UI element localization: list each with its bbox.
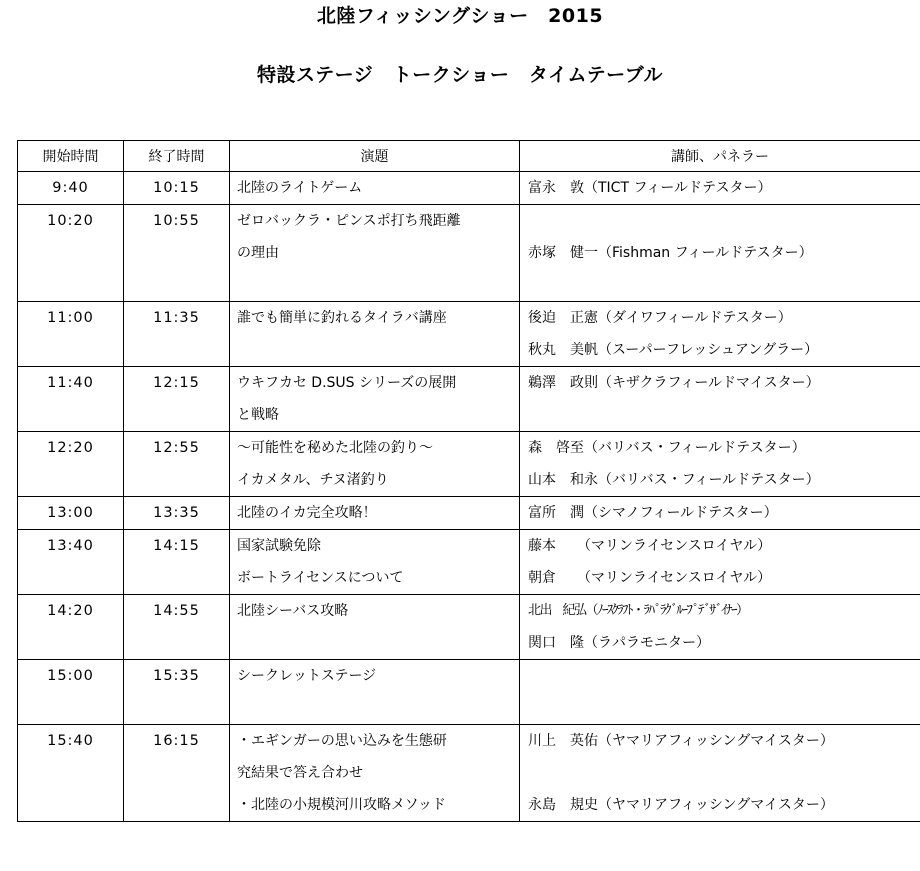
topic-cell	[230, 725, 520, 822]
table-row	[18, 172, 920, 205]
topic-line: ウキフカセ D.SUS シリーズの展開	[237, 375, 457, 391]
start-time-cell	[18, 725, 124, 822]
speaker-line: 後迫 正憲（ダイワフィールドテスター）	[528, 310, 792, 326]
topic-cell	[230, 432, 520, 497]
start-time-cell	[18, 432, 124, 497]
start-time-cell	[18, 367, 124, 432]
speakers-cell	[520, 367, 920, 432]
topic-cell	[230, 367, 520, 432]
topic-line: の理由	[237, 245, 279, 261]
speaker-line: 朝倉 （マリンライセンスロイヤル）	[528, 570, 772, 586]
topic-line: と戦略	[237, 407, 279, 423]
start-time: 13:40	[47, 538, 94, 554]
table-row	[18, 367, 920, 432]
start-time-cell	[18, 595, 124, 660]
table-row	[18, 530, 920, 595]
header-speakers: 講師、パネラー	[520, 141, 920, 172]
start-time-cell	[18, 172, 124, 205]
end-time: 16:15	[153, 733, 200, 749]
start-time-cell	[18, 530, 124, 595]
speaker-line: 永島 規史（ヤマリアフィッシングマイスター）	[528, 797, 834, 813]
topic-line: 北陸シーバス攻略	[237, 603, 349, 619]
end-time: 12:55	[153, 440, 200, 456]
start-time-cell	[18, 205, 124, 302]
speaker-line: 北出 紀弘（ﾉｰｽｸﾗﾌﾄ・ﾗﾊﾟﾗｸﾞﾙｰﾌﾟﾃﾞｻﾞｲﾅｰ）	[528, 603, 748, 618]
start-time: 13:00	[47, 505, 94, 521]
table-row	[18, 595, 920, 660]
end-time: 12:15	[153, 375, 200, 391]
speaker-line: 藤本 （マリンライセンスロイヤル）	[528, 538, 772, 554]
header-start-time: 開始時間	[18, 141, 124, 172]
speakers-cell	[520, 205, 920, 302]
speaker-line: 富永 敦（TICT フィールドテスター）	[528, 180, 772, 196]
table-row	[18, 205, 920, 302]
speaker-line: 赤塚 健一（Fishman フィールドテスター）	[528, 245, 813, 261]
speaker-line	[520, 269, 920, 301]
end-time-cell	[124, 172, 230, 205]
end-time-cell	[124, 302, 230, 367]
end-time: 10:55	[153, 213, 200, 229]
topic-line	[230, 627, 519, 659]
start-time: 15:00	[47, 668, 94, 684]
topic-line: ボートライセンスについて	[237, 570, 404, 586]
topic-line	[230, 269, 519, 301]
start-time-cell	[18, 497, 124, 530]
end-time-cell	[124, 530, 230, 595]
end-time: 13:35	[153, 505, 200, 521]
end-time-cell	[124, 660, 230, 725]
topic-line: ・北陸の小規模河川攻略メソッド	[237, 797, 446, 813]
start-time-cell	[18, 660, 124, 725]
speakers-cell	[520, 595, 920, 660]
header-end-time: 終了時間	[124, 141, 230, 172]
topic-cell	[230, 530, 520, 595]
speaker-line: 富所 潤（シマノフィールドテスター）	[528, 505, 778, 521]
topic-line: 誰でも簡単に釣れるタイラバ講座	[237, 310, 447, 326]
speakers-cell	[520, 172, 920, 205]
table-row	[18, 432, 920, 497]
speakers-cell	[520, 432, 920, 497]
topic-line: 国家試験免除	[237, 538, 321, 554]
timetable	[17, 140, 920, 822]
topic-cell	[230, 497, 520, 530]
end-time: 15:35	[153, 668, 200, 684]
topic-cell	[230, 660, 520, 725]
speaker-line	[520, 692, 920, 724]
table-row	[18, 660, 920, 725]
speakers-cell	[520, 660, 920, 725]
start-time-cell	[18, 302, 124, 367]
end-time: 14:15	[153, 538, 200, 554]
page-title: 北陸フィッシングショー 2015	[316, 5, 604, 27]
speaker-line: 森 啓至（バリバス・フィールドテスター）	[528, 440, 806, 456]
topic-line	[230, 692, 519, 724]
end-time-cell	[124, 367, 230, 432]
topic-cell	[230, 205, 520, 302]
start-time: 11:00	[47, 310, 94, 326]
end-time-cell	[124, 205, 230, 302]
start-time: 10:20	[47, 213, 94, 229]
timetable-body	[18, 172, 920, 822]
speaker-line: 秋丸 美帆（スーパーフレッシュアングラー）	[528, 342, 819, 358]
end-time: 10:15	[153, 180, 200, 196]
end-time-cell	[124, 432, 230, 497]
speaker-line	[520, 399, 920, 431]
speaker-line	[520, 660, 920, 692]
table-row	[18, 725, 920, 822]
speakers-cell	[520, 497, 920, 530]
end-time: 11:35	[153, 310, 200, 326]
topic-cell	[230, 595, 520, 660]
page-subtitle: 特設ステージ トークショー タイムテーブル	[257, 64, 663, 86]
speaker-line	[520, 205, 920, 237]
speaker-line: 川上 英佑（ヤマリアフィッシングマイスター）	[528, 733, 834, 749]
speakers-cell	[520, 725, 920, 822]
speaker-line: 鵜澤 政則（キザクラフィールドマイスター）	[528, 375, 820, 391]
start-time: 9:40	[52, 180, 89, 196]
topic-cell	[230, 302, 520, 367]
topic-cell	[230, 172, 520, 205]
topic-line: イカメタル、チヌ渚釣り	[237, 472, 389, 488]
header-topic: 演題	[230, 141, 520, 172]
topic-line: 究結果で答え合わせ	[237, 765, 363, 781]
topic-line: 北陸のイカ完全攻略！	[237, 505, 377, 521]
topic-line: ～可能性を秘めた北陸の釣り～	[237, 440, 433, 456]
end-time-cell	[124, 595, 230, 660]
speaker-line: 関口 隆（ラパラモニター）	[528, 635, 710, 651]
speaker-line	[520, 757, 920, 789]
header-row	[18, 141, 920, 172]
speakers-cell	[520, 530, 920, 595]
topic-line	[230, 334, 519, 366]
start-time: 14:20	[47, 603, 94, 619]
topic-line: ・エギンガーの思い込みを生態研	[237, 733, 447, 749]
end-time-cell	[124, 725, 230, 822]
topic-line: ゼロバックラ・ピンスポ打ち飛距離	[237, 213, 461, 229]
start-time: 11:40	[47, 375, 94, 391]
speakers-cell	[520, 302, 920, 367]
end-time: 14:55	[153, 603, 200, 619]
table-row	[18, 497, 920, 530]
table-row	[18, 302, 920, 367]
start-time: 15:40	[47, 733, 94, 749]
topic-line: 北陸のライトゲーム	[237, 180, 363, 196]
speaker-line: 山本 和永（バリバス・フィールドテスター）	[528, 472, 820, 488]
topic-line: シークレットステージ	[237, 668, 377, 684]
start-time: 12:20	[47, 440, 94, 456]
end-time-cell	[124, 497, 230, 530]
